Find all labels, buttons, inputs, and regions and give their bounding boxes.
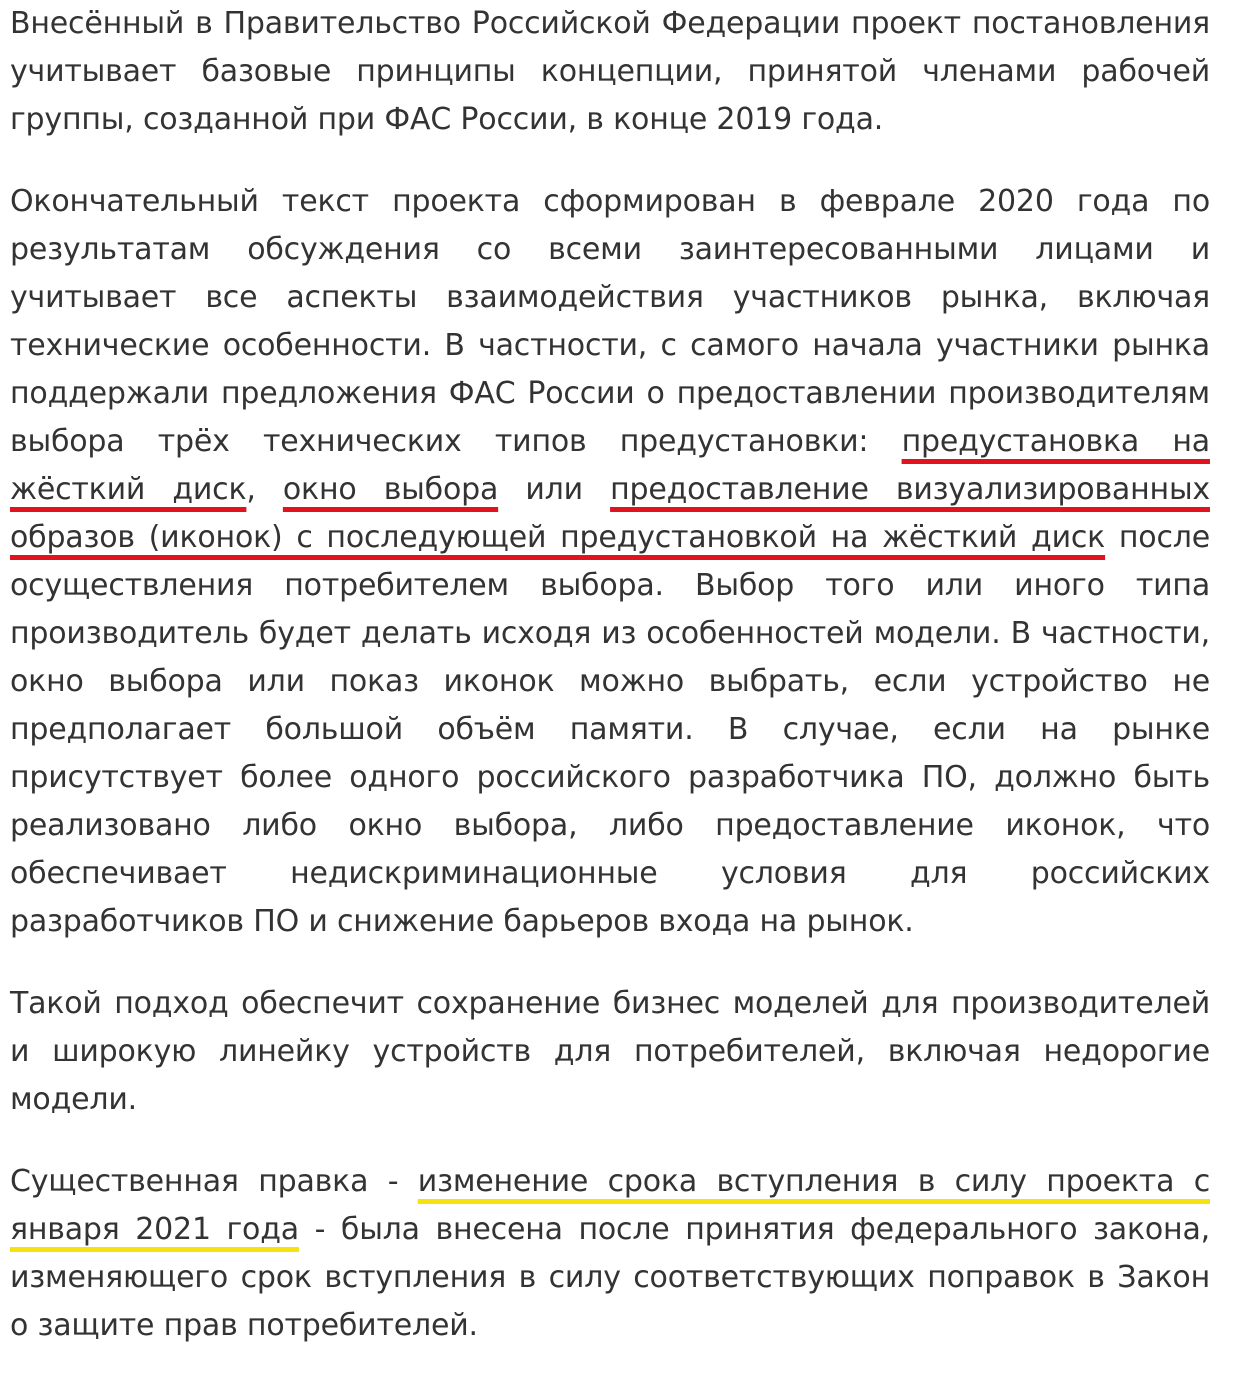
paragraph-2 (10, 178, 1210, 946)
paragraph-1 (10, 0, 1210, 144)
paragraph-2-text-3: или (498, 472, 611, 507)
paragraph-3-text: Такой подход обеспечит сохранение бизнес моделей для производителей и широкую линейку устройств для потребителей, включая недорогие модели. (10, 986, 1210, 1117)
article-body (10, 0, 1210, 1384)
red-highlight-3: предоставление визуализированных образов (иконок) с последующей предустановкой на жёсткий диск (10, 472, 1210, 555)
yellow-highlight: изменение срока вступления в силу проекта с января 2021 года (10, 1164, 1210, 1247)
paragraph-1-text: Внесённый в Правительство Российской Федерации проект постановления учитывает базовые принципы концепции, принятой членами рабочей группы, созданной при ФАС России, в конце 2019 года. (10, 6, 1210, 137)
red-highlight-1: предустановка на жёсткий диск (10, 424, 1210, 507)
paragraph-4-text-2: - была внесена после принятия федерального закона, изменяющего срок вступления в силу соответствующих поправок в Закон о защите прав потребителей. (10, 1212, 1210, 1343)
paragraph-2-text-1: Окончательный текст проекта сформирован в феврале 2020 года по результатам обсуждения со всеми заинтересованными лицами и учитывает все аспекты взаимодействия участников рынка, включая технические особенности. В частности, с самого начала участники рынка поддержали предложения ФАС России о предоставлении производителям выбора трёх технических типов предустановки: (10, 184, 1210, 459)
paragraph-4-text-1: Существенная правка - (10, 1164, 418, 1199)
red-highlight-2: окно выбора (282, 472, 499, 507)
paragraph-2-text-2: , (246, 472, 283, 507)
paragraph-2-text-4: после осуществления потребителем выбора. Выбор того или иного типа производитель будет делать исходя из особенностей модели. В частности, окно выбора или показ иконок можно выбрать, если устройство не предполагает большой объём памяти. В случае, если на рынке присутствует более одного российского разработчика ПО, должно быть реализовано либо окно выбора, либо предоставление иконок, что обеспечивает недискриминационные условия для российских разработчиков ПО и снижение барьеров входа на рынок. (10, 520, 1210, 939)
paragraph-3 (10, 980, 1210, 1124)
paragraph-4 (10, 1158, 1210, 1350)
